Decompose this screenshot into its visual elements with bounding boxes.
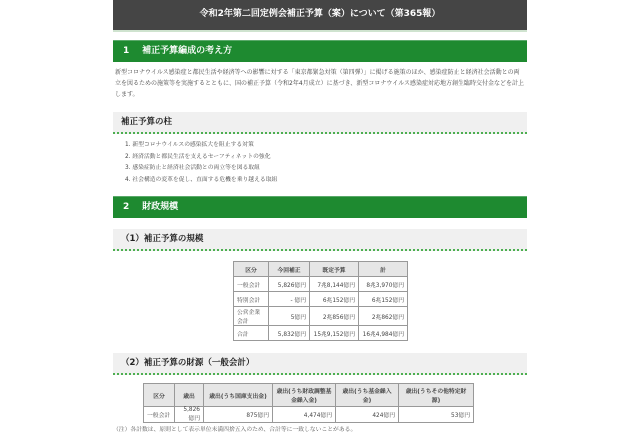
pillars-list [113,134,527,186]
footnote: （注）各計数は、原則として表示単位未満四捨五入のため、合計等に一致しないことがある。 [113,427,357,433]
section-number: 1 [123,46,130,56]
page-title: 令和2年第二回定例会補正予算（案）について（第365報） [113,0,527,32]
table-row: 一般会計 5,826億円 7兆8,144億円 8兆3,970億円 [234,277,408,292]
column-header: 歳出(うち財政調整基金繰入金) [273,384,336,407]
column-header: 今回補正 [269,262,310,277]
section-heading-1 [113,40,527,62]
page-content [113,0,527,433]
column-header: 計 [359,262,408,277]
pillars-heading: 補正予算の柱 [113,112,527,134]
section-heading-text: 財政規模 [142,202,179,212]
list-item: 3. 感染症防止と経済社会活動との両立等を図る取組 [125,165,260,171]
funding-heading: （2）補正予算の財源（一般会計） [113,353,527,375]
column-header: 歳出(うち国庫支出金) [204,384,273,407]
column-header: 既定予算 [310,262,359,277]
scale-table [233,261,408,341]
scale-heading: （1）補正予算の規模 [113,229,527,251]
column-header: 歳出(うち基金繰入金) [336,384,399,407]
table-row: 一般会計 5,826億円 875億円 4,474億円 424億円 53億円 [144,407,474,423]
table-header-row [234,262,408,277]
list-item: 2. 経済活動と都民生活を支えるセーフティネットの強化 [125,153,271,160]
table-row: 公営企業会計 5億円 2兆856億円 2兆862億円 [234,307,408,326]
section-number: 2 [123,202,130,212]
list-item: 1. 新型コロナウイルスの感染拡大を阻止する対策 [125,142,254,148]
table-row: 特別会計 - 億円 6兆152億円 6兆152億円 [234,292,408,307]
list-item: 4. 社会構造の変革を促し、直面する危機を乗り越える取組 [125,176,278,183]
column-header: 区分 [234,262,269,277]
column-header: 区分 [144,384,175,407]
section-body: 新型コロナウイルス感染症と都民生活や経済等への影響に対する「東京都緊急対策（第四弾）」に掲げる施策のほか、感染症防止と経済社会活動との両立を図るための施策等を実施するとともに、国の補正予算（令和2年4月成立）に基づき、新型コロナウイルス感染症対応地方創生臨時交付金などを計上します。 [115,69,525,98]
section-heading-2 [113,196,527,218]
table-header-row [144,384,474,407]
table-row: 合計 5,832億円 15兆9,152億円 16兆4,984億円 [234,326,408,341]
column-header: 歳出(うちその他特定財源) [399,384,474,407]
section-heading-text: 補正予算編成の考え方 [142,46,233,56]
column-header: 歳出 [175,384,204,407]
funding-table [143,383,474,423]
